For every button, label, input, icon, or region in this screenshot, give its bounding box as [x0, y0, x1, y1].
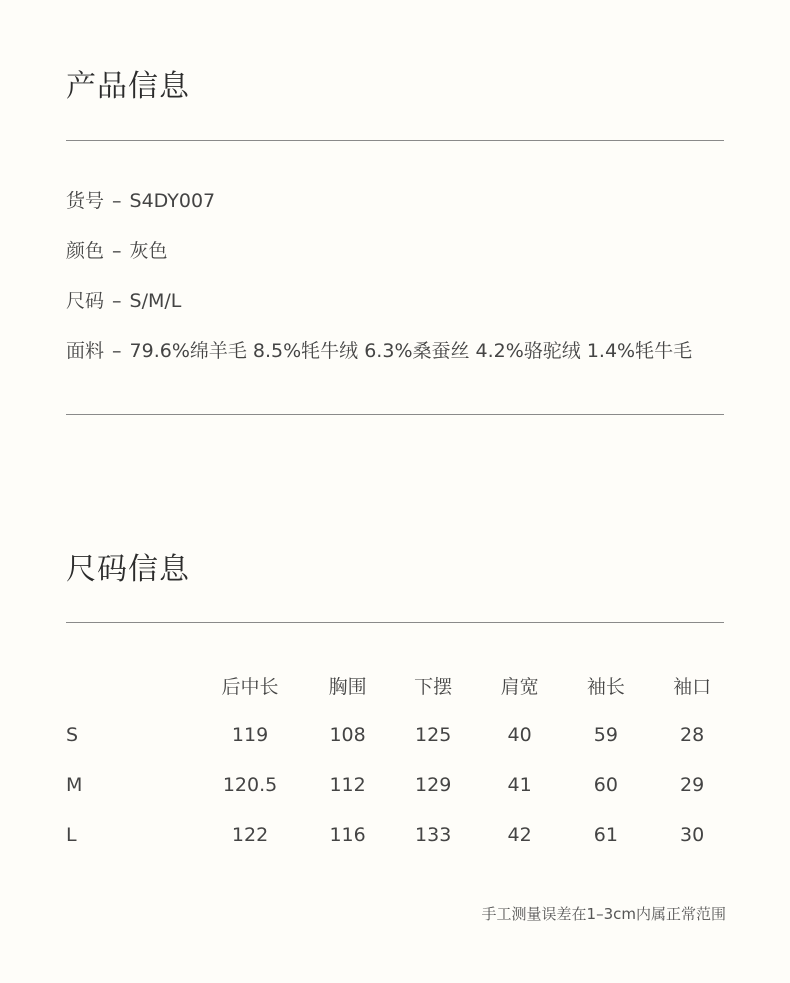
info-separator: –: [112, 240, 122, 262]
table-cell: 40: [507, 724, 532, 746]
table-cell: 108: [329, 724, 366, 746]
info-value: 灰色: [129, 240, 168, 262]
info-value: 79.6%绵羊毛 8.5%牦牛绒 6.3%桑蚕丝 4.2%骆驼绒 1.4%牦牛毛: [129, 340, 693, 362]
table-row: [66, 710, 746, 760]
table-cell: 59: [593, 724, 618, 746]
info-separator: –: [112, 340, 122, 362]
table-cell: 41: [507, 774, 532, 796]
table-cell: 125: [415, 724, 452, 746]
product-info-divider-top: [66, 140, 724, 141]
table-row: [66, 810, 746, 860]
table-row: [66, 760, 746, 810]
size-info-title: 尺码信息: [66, 552, 190, 587]
size-table-header-cell: 袖长: [586, 675, 625, 698]
table-cell: 120.5: [222, 774, 278, 796]
table-cell: 133: [415, 824, 452, 846]
table-cell: 29: [680, 774, 705, 796]
info-label: 尺码: [66, 290, 105, 312]
size-table-header-cell: 肩宽: [500, 675, 539, 698]
size-table-header-cell: [66, 660, 206, 710]
table-cell: 42: [507, 824, 532, 846]
table-cell: 129: [415, 774, 452, 796]
size-table-header-cell: 袖口: [673, 675, 712, 698]
table-cell: 116: [329, 824, 366, 846]
info-label: 面料: [66, 340, 105, 362]
size-table-header-cell: 下摆: [414, 675, 453, 698]
table-cell: 30: [680, 824, 705, 846]
size-info-divider: [66, 622, 724, 623]
table-cell: 112: [329, 774, 366, 796]
size-table-header-row: [66, 660, 746, 710]
table-cell: 28: [680, 724, 705, 746]
size-table-header-cell: 后中长: [221, 675, 279, 698]
info-separator: –: [112, 190, 122, 212]
size-table-header-cell: 胸围: [328, 675, 367, 698]
size-label-cell: S: [66, 724, 79, 746]
table-cell: 61: [593, 824, 618, 846]
info-row-size: [66, 292, 181, 311]
size-table: [66, 660, 746, 860]
info-label: 颜色: [66, 240, 105, 262]
table-cell: 60: [593, 774, 618, 796]
info-row-item-number: [66, 192, 215, 211]
info-row-fabric: [66, 342, 692, 361]
info-separator: –: [112, 290, 122, 312]
product-info-divider-bottom: [66, 414, 724, 415]
size-label-cell: M: [66, 774, 83, 796]
product-info-title: 产品信息: [66, 69, 190, 104]
info-row-color: [66, 242, 168, 261]
info-label: 货号: [66, 190, 105, 212]
table-cell: 119: [231, 724, 269, 746]
measurement-footnote: 手工测量误差在1–3cm内属正常范围: [481, 905, 726, 923]
info-value: S4DY007: [129, 190, 216, 212]
size-label-cell: L: [66, 824, 77, 846]
info-value: S/M/L: [129, 290, 182, 312]
table-cell: 122: [231, 824, 269, 846]
